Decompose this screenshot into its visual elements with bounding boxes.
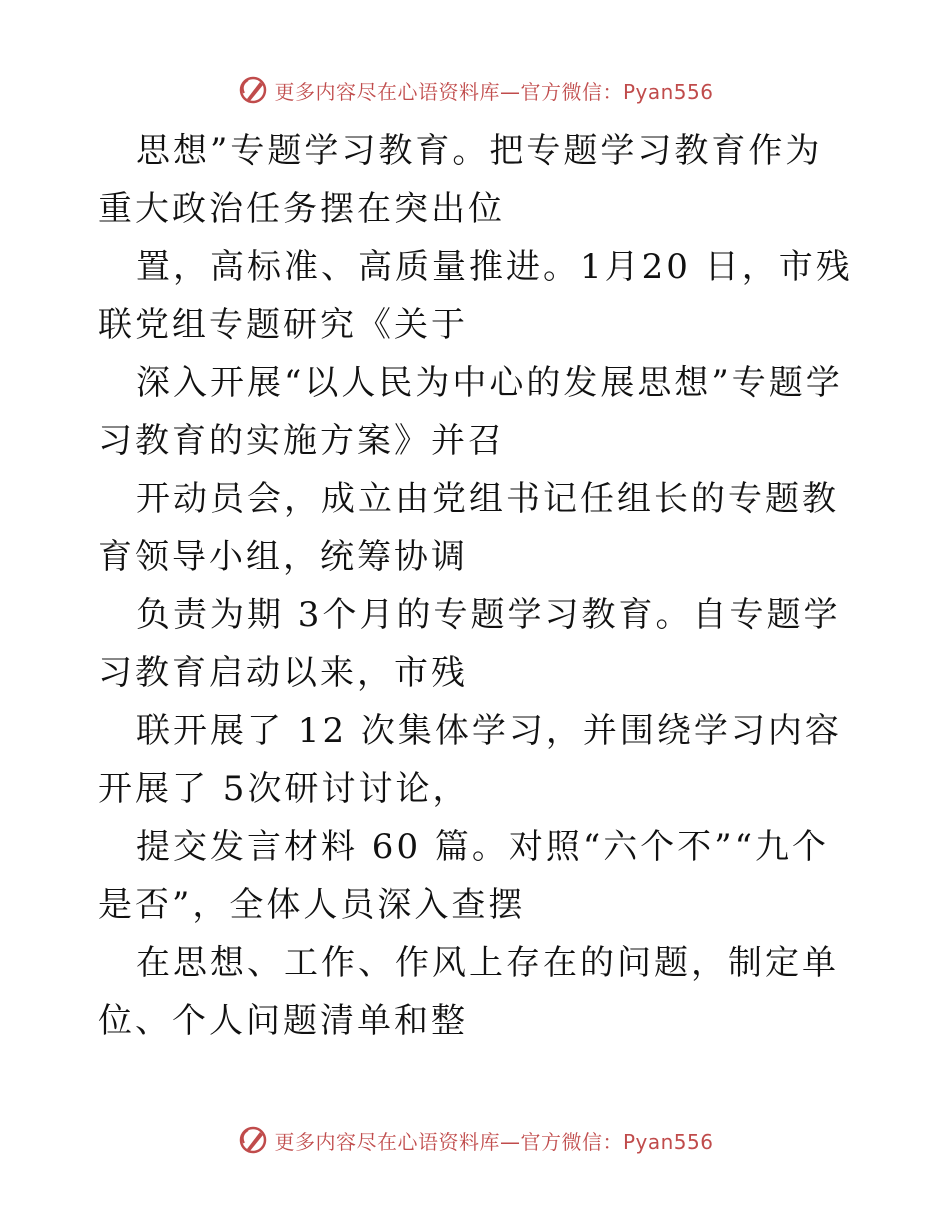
- paragraph-4: 开动员会，成立由党组书记任组长的专题教育领导小组，统筹协调: [98, 479, 839, 577]
- header-banner: [0, 70, 950, 110]
- footer-banner-text: 更多内容尽在心语资料库—官方微信：Pyan556: [274, 1129, 714, 1154]
- paragraph-5: 负责为期 3个月的专题学习教育。自专题学习教育启动以来，市残: [98, 595, 841, 693]
- pen-circle-logo-icon: [236, 73, 270, 107]
- paragraph-7: 提交发言材料 60 篇。对照“六个不”“九个是否”，全体人员深入查摆: [98, 827, 830, 925]
- paragraph-2: 置，高标准、高质量推进。1月20 日，市残联党组专题研究《关于: [98, 247, 853, 345]
- paragraph-6: 联开展了 12 次集体学习，并围绕学习内容开展了 5次研讨讨论，: [98, 711, 842, 809]
- paragraph-8: 在思想、工作、作风上存在的问题，制定单位、个人问题清单和整: [98, 943, 839, 1041]
- paragraph-3: 深入开展“以人民为中心的发展思想”专题学习教育的实施方案》并召: [98, 363, 843, 461]
- paragraph-1: 思想”专题学习教育。把专题学习教育作为重大政治任务摆在突出位: [98, 131, 823, 229]
- header-banner-text: 更多内容尽在心语资料库—官方微信：Pyan556: [274, 79, 714, 104]
- pen-circle-logo-icon: [236, 1123, 270, 1157]
- footer-banner: [0, 1120, 950, 1160]
- document-body: [98, 122, 858, 1050]
